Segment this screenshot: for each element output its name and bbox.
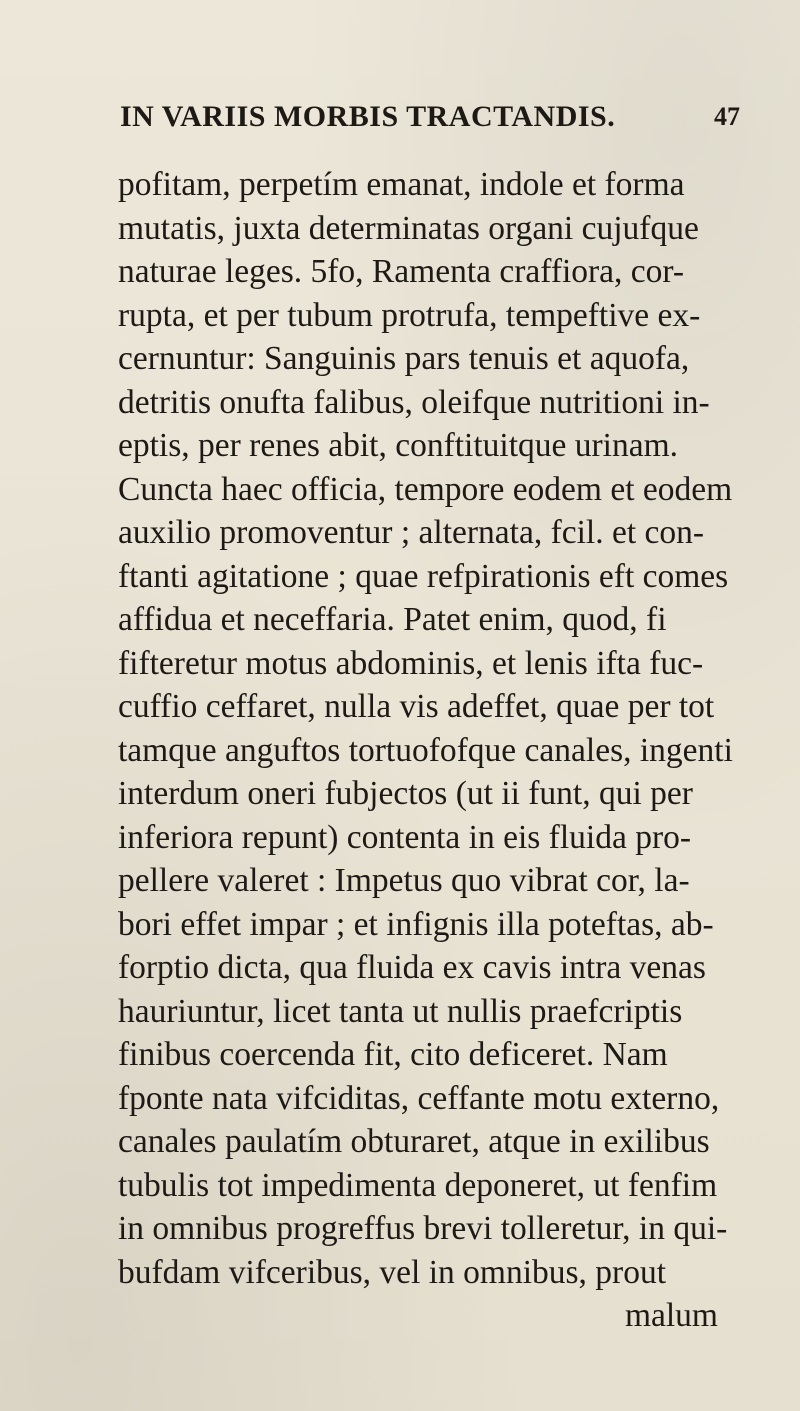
text-line: interdum oneri fubjectos (ut ii funt, qui per: [118, 775, 693, 812]
text-line: cuffio ceffaret, nulla vis adeffet, quae per tot: [118, 688, 715, 725]
text-line: rupta, et per tubum protrufa, tempeftive ex-: [118, 296, 701, 334]
text-line: finibus coercenda fit, cito deficeret. Nam: [118, 1036, 668, 1073]
text-line: forptio dicta, qua fluida ex cavis intra venas: [118, 949, 706, 986]
text-line: mutatis, juxta determinatas organi cujufque: [118, 209, 699, 247]
running-head: IN VARIIS MORBIS TRACTANDIS.: [120, 100, 616, 133]
text-line: ftanti agitatione ; quae refpirationis eft comes: [118, 557, 729, 595]
text-line: tubulis tot impedimenta deponeret, ut fenfim: [118, 1166, 718, 1204]
text-line: fponte nata vifciditas, ceffante motu externo,: [118, 1079, 720, 1117]
text-line: bori effet impar ; et infignis illa poteftas, ab-: [118, 905, 714, 943]
text-line: tamque anguftos tortuofofque canales, ingenti: [118, 731, 733, 769]
text-line: eptis, per renes abit, conftituitque urinam.: [118, 427, 679, 464]
text-line: auxilio promoventur ; alternata, fcil. et con-: [118, 514, 705, 551]
text-line: inferiora repunt) contenta in eis fluida pro-: [118, 818, 692, 856]
text-line: fifteretur motus abdominis, et lenis ifta fuc-: [118, 644, 704, 682]
text-line: naturae leges. 5fo, Ramenta craffiora, cor-: [118, 253, 685, 290]
page-number: 47: [714, 102, 740, 131]
text-line: Cuncta haec officia, tempore eodem et eodem: [118, 470, 733, 508]
catchword: malum: [624, 1297, 718, 1334]
text-line: canales paulatím obturaret, atque in exilibus: [118, 1123, 710, 1160]
text-line: affidua et neceffaria. Patet enim, quod, fi: [118, 601, 667, 638]
text-line: cernuntur: Sanguinis pars tenuis et aquofa,: [118, 340, 690, 377]
text-line: pellere valeret : Impetus quo vibrat cor, la-: [118, 862, 690, 899]
page-header: [120, 100, 740, 144]
text-line: detritis onufta falibus, oleifque nutritioni in-: [118, 383, 710, 421]
text-line: bufdam vifceribus, vel in omnibus, prout: [118, 1253, 667, 1291]
text-line: in omnibus progreffus brevi tolleretur, in qui-: [118, 1210, 728, 1247]
text-line: hauriuntur, licet tanta ut nullis praefcriptis: [118, 992, 683, 1030]
body-text: [118, 163, 758, 1338]
text-line: pofitam, perpetím emanat, indole et forma: [118, 166, 685, 203]
